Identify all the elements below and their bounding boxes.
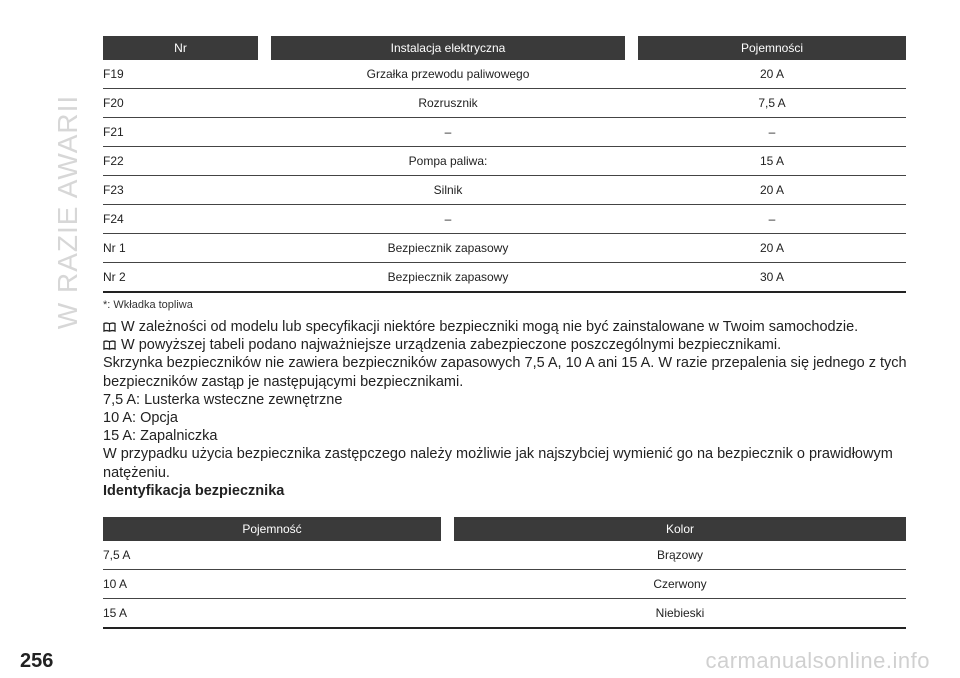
table-row xyxy=(103,541,906,570)
fuse-color-table xyxy=(103,517,906,629)
cell-nr: Nr 2 xyxy=(103,270,126,284)
paragraph: Skrzynka bezpieczników nie zawiera bezpieczników zapasowych 7,5 A, 10 A ani 15 A. W razie przepalenia się jednego z tych bezpieczników zastąp je następującymi bezpiecznikami. xyxy=(103,355,907,390)
cell-capacity: 7,5 A xyxy=(758,96,786,110)
fuse-table xyxy=(103,36,906,293)
side-section-title: W RAZIE AWARII xyxy=(52,94,83,330)
cell-capacity: 20 A xyxy=(759,241,785,255)
cell-capacity: 20 A xyxy=(759,183,785,197)
cell-capacity: 15 A xyxy=(103,606,128,620)
cell-nr: F22 xyxy=(103,154,124,168)
cell-color: Czerwony xyxy=(653,577,707,591)
header-color: Kolor xyxy=(454,517,906,541)
note-line xyxy=(103,336,913,354)
table-row xyxy=(103,89,906,118)
color-table-header xyxy=(103,517,906,541)
cell-nr: F23 xyxy=(103,183,124,197)
cell-capacity: – xyxy=(768,212,776,226)
header-capacity: Pojemności xyxy=(638,36,906,60)
cell-installation: – xyxy=(444,212,452,226)
cell-installation: Rozrusznik xyxy=(418,96,478,110)
cell-capacity: 30 A xyxy=(759,270,785,284)
paragraph: 10 A: Opcja xyxy=(103,410,178,427)
table-row xyxy=(103,147,906,176)
cell-capacity: – xyxy=(768,125,776,139)
header-nr: Nr xyxy=(103,36,258,60)
cell-installation: Silnik xyxy=(433,183,463,197)
note-line xyxy=(103,318,913,336)
cell-capacity: 10 A xyxy=(103,577,128,591)
cell-color: Niebieski xyxy=(655,606,705,620)
paragraph: W przypadku użycia bezpiecznika zastępczego należy możliwie jak najszybciej wymienić go na bezpiecznik o prawidłowym natężeniu. xyxy=(103,446,893,481)
cell-nr: F20 xyxy=(103,96,124,110)
table-row xyxy=(103,176,906,205)
book-icon xyxy=(103,340,116,350)
section-heading: Identyfikacja bezpiecznika xyxy=(103,482,285,499)
watermark: carmanualsonline.info xyxy=(705,648,930,673)
fuse-table-header xyxy=(103,36,906,60)
header-installation: Instalacja elektryczna xyxy=(271,36,625,60)
cell-installation: Bezpiecznik zapasowy xyxy=(387,270,509,284)
cell-nr: F19 xyxy=(103,67,124,81)
paragraph: 15 A: Zapalniczka xyxy=(103,428,218,445)
cell-nr: F21 xyxy=(103,125,124,139)
cell-installation: Bezpiecznik zapasowy xyxy=(387,241,509,255)
cell-installation: Grzałka przewodu paliwowego xyxy=(366,67,530,81)
cell-installation: Pompa paliwa: xyxy=(408,154,488,168)
header-capacity: Pojemność xyxy=(103,517,441,541)
body-text xyxy=(103,318,913,500)
table-row xyxy=(103,205,906,234)
table-row xyxy=(103,599,906,629)
table-row xyxy=(103,234,906,263)
paragraph: 7,5 A: Lusterka wsteczne zewnętrzne xyxy=(103,391,343,408)
cell-capacity: 20 A xyxy=(759,67,785,81)
cell-color: Brązowy xyxy=(656,548,703,562)
book-icon xyxy=(103,322,116,332)
table-row xyxy=(103,60,906,89)
page-number: 256 xyxy=(20,650,54,672)
cell-capacity: 15 A xyxy=(759,154,785,168)
note-text: W zależności od modelu lub specyfikacji niektóre bezpieczniki mogą nie być zainstalowane w Twoim samochodzie. xyxy=(121,319,859,335)
table-row xyxy=(103,570,906,599)
table-footnote: *: Wkładka topliwa xyxy=(103,299,193,311)
cell-nr: F24 xyxy=(103,212,124,226)
table-row xyxy=(103,118,906,147)
cell-nr: Nr 1 xyxy=(103,241,126,255)
table-row xyxy=(103,263,906,293)
cell-installation: – xyxy=(444,125,452,139)
note-text: W powyższej tabeli podano najważniejsze urządzenia zabezpieczone poszczególnymi bezpiecznikami. xyxy=(121,337,782,354)
cell-capacity: 7,5 A xyxy=(103,548,131,562)
